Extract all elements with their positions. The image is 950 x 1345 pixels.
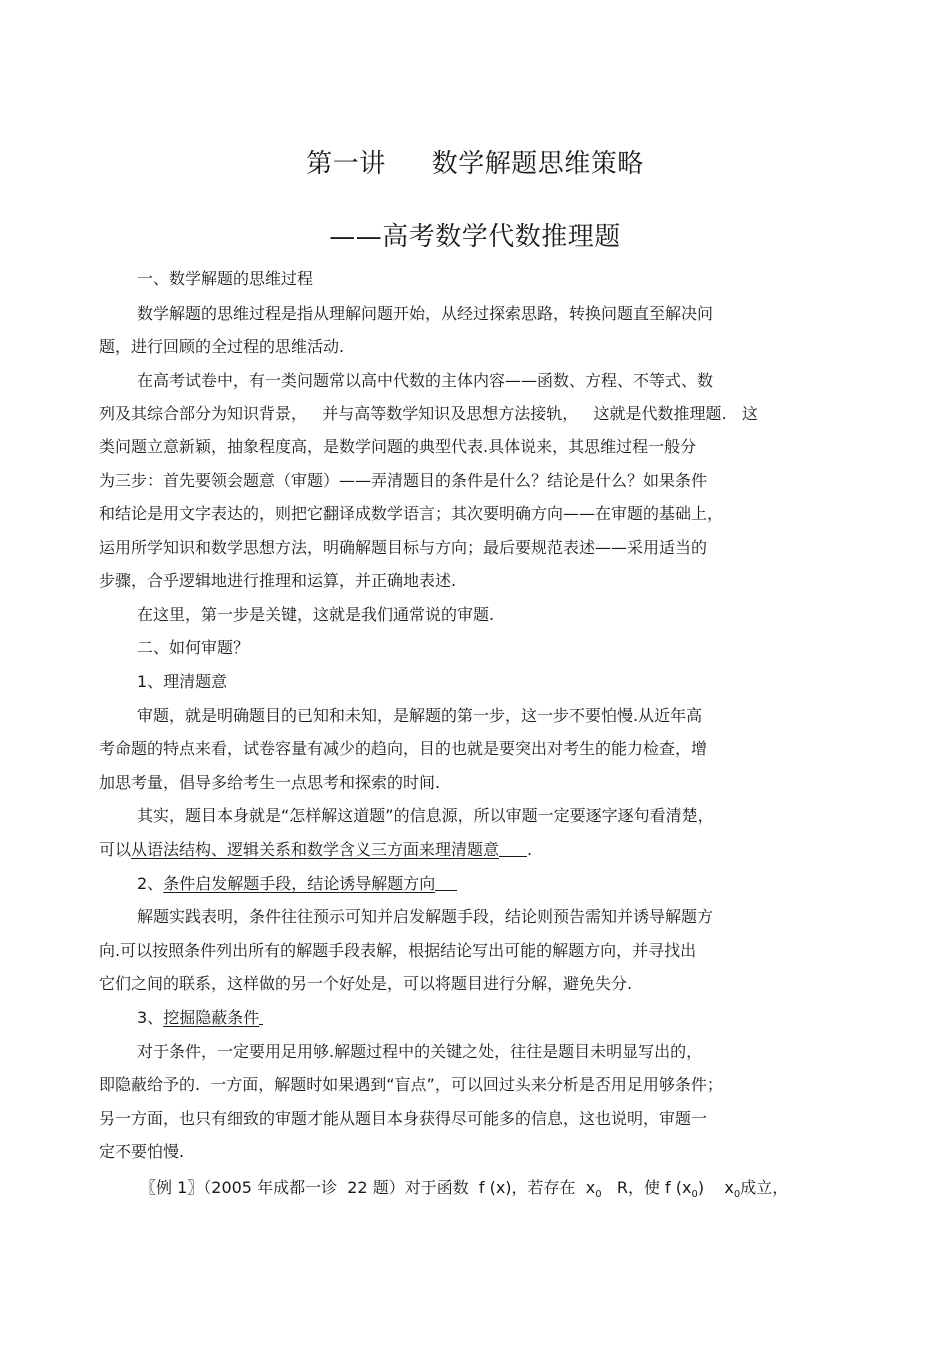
- paragraph-line: [99, 839, 532, 861]
- text-span: 〖例 1〗（2005 年成都一诊 22 题）对于函数 f (x)，若存在 x: [140, 1178, 596, 1197]
- underlined-heading-text: 挖掘隐蔽条件: [163, 1008, 260, 1027]
- section-heading-2: 二、如何审题？: [137, 638, 250, 657]
- subsection-heading-3: [137, 1007, 263, 1029]
- paragraph-line: 其实，题目本身就是“怎样解这道题”的信息源，所以审题一定要逐字逐句看清楚，: [137, 806, 714, 825]
- paragraph-line: 考命题的特点来看，试卷容量有减少的趋向，目的也就是要突出对考生的能力检查，增: [99, 739, 708, 758]
- underlined-heading-text: 条件启发解题手段，结论诱导解题方向: [163, 874, 436, 893]
- text-span: .: [527, 840, 533, 859]
- paragraph-line: 题，进行回顾的全过程的思维活动.: [99, 337, 345, 356]
- underline-blank: [259, 1007, 263, 1025]
- text-span: R，使 f (x: [601, 1178, 692, 1197]
- title-topic: 数学解题思维策略: [431, 149, 644, 179]
- underline-blank: [499, 839, 527, 857]
- section-heading-1: 一、数学解题的思维过程: [137, 269, 314, 288]
- paragraph-line: 解题实践表明，条件往往预示可知并启发解题手段，结论则预告需知并诱导解题方: [137, 907, 714, 926]
- paragraph-line: 定不要怕慢.: [99, 1142, 185, 1161]
- paragraph-line: 为三步：首先要领会题意（审题）——弄清题目的条件是什么？结论是什么？如果条件: [99, 471, 708, 490]
- paragraph-line: 步骤，合乎逻辑地进行推理和运算，并正确地表述.: [99, 571, 457, 590]
- lecture-subtitle: ——高考数学代数推理题: [329, 222, 621, 252]
- title-lecture-number: 第一讲: [306, 149, 386, 179]
- example-line: [140, 1177, 788, 1202]
- subscript: 0: [691, 1189, 698, 1200]
- paragraph-line: 对于条件，一定要用足用够.解题过程中的关键之处，往往是题目未明显写出的，: [137, 1042, 703, 1061]
- lecture-title: [0, 143, 950, 180]
- subscript: 0: [733, 1189, 741, 1200]
- heading-number: 3、: [137, 1008, 164, 1027]
- text-span: 可以: [99, 840, 132, 859]
- text-span: ) x: [697, 1178, 734, 1197]
- paragraph-line: 审题，就是明确题目的已知和未知，是解题的第一步，这一步不要怕慢.从近年高: [137, 706, 703, 725]
- paragraph-line: 即隐蔽给予的. 一方面，解题时如果遇到“盲点”，可以回过头来分析是否用足用够条件；: [99, 1075, 723, 1094]
- paragraph-line: 运用所学知识和数学思想方法，明确解题目标与方向；最后要规范表述——采用适当的: [99, 538, 708, 557]
- paragraph-line: 在高考试卷中，有一类问题常以高中代数的主体内容——函数、方程、不等式、数: [137, 371, 714, 390]
- subsection-heading-1: 1、理清题意: [137, 672, 228, 691]
- underline-blank: [435, 873, 457, 891]
- paragraph-line: 类问题立意新颖，抽象程度高，是数学问题的典型代表.具体说来，其思维过程一般分: [99, 437, 697, 456]
- paragraph-line: 和结论是用文字表达的，则把它翻译成数学语言；其次要明确方向——在审题的基础上，: [99, 504, 724, 523]
- paragraph-line: 数学解题的思维过程是指从理解问题开始，从经过探索思路，转换问题直至解决问: [137, 304, 714, 323]
- paragraph-line: 在这里，第一步是关键，这就是我们通常说的审题.: [137, 605, 495, 624]
- subsection-heading-2: [137, 873, 457, 895]
- underlined-key-phrase: 从语法结构、逻辑关系和数学含义三方面来理清题意: [131, 840, 500, 859]
- subscript: 0: [595, 1189, 602, 1200]
- paragraph-line: 加思考量，倡导多给考生一点思考和探索的时间.: [99, 773, 441, 792]
- text-span: 成立，: [740, 1178, 789, 1197]
- paragraph-line: 向.可以按照条件列出所有的解题手段表解，根据结论写出可能的解题方向，并寻找出: [99, 941, 697, 960]
- paragraph-line: 它们之间的联系，这样做的另一个好处是，可以将题目进行分解，避免失分.: [99, 974, 633, 993]
- paragraph-line: 列及其综合部分为知识背景， 并与高等数学知识及思想方法接轨， 这就是代数推理题. 这: [99, 404, 758, 423]
- heading-number: 2、: [137, 874, 164, 893]
- paragraph-line: 另一方面，也只有细致的审题才能从题目本身获得尽可能多的信息，这也说明，审题一: [99, 1109, 708, 1128]
